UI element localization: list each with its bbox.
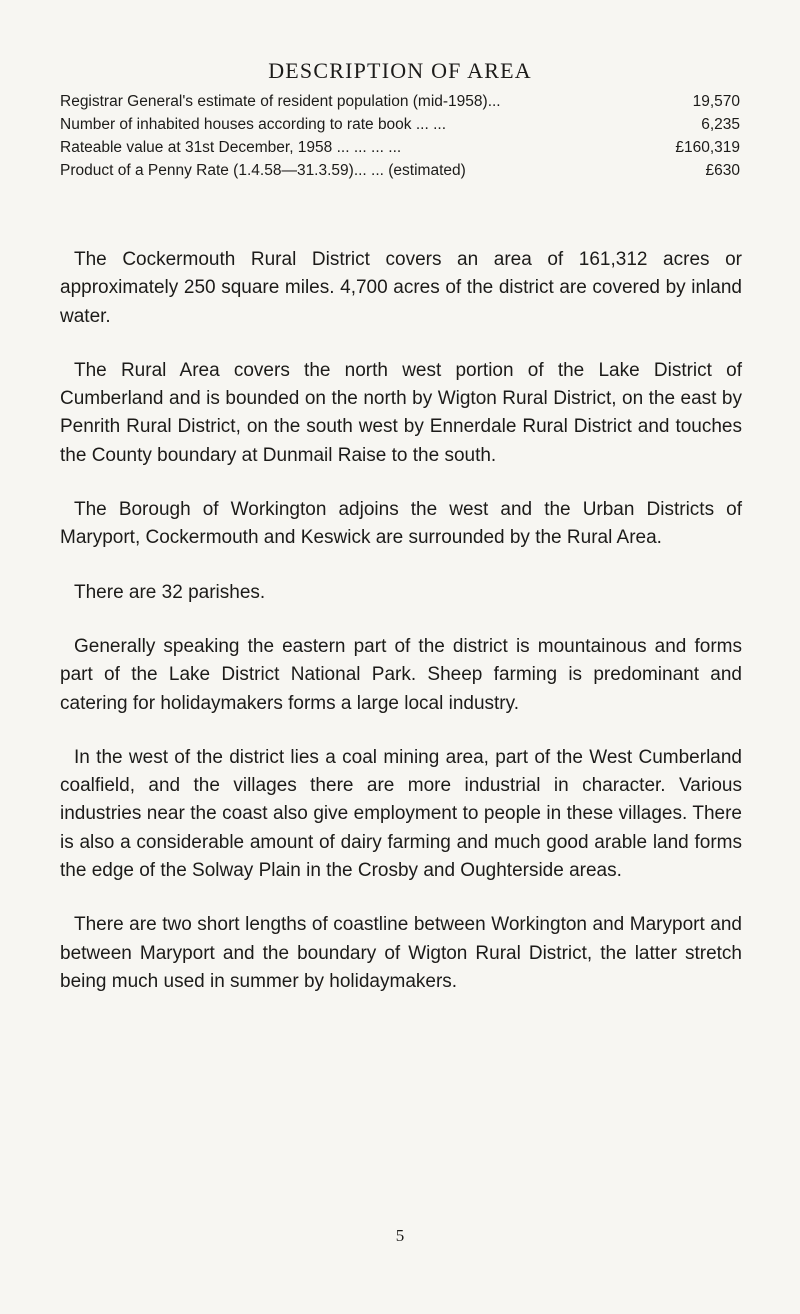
stat-row-houses [60,113,740,136]
body-text [60,246,742,1022]
stat-row-penny-rate [60,159,740,182]
statistics-table [60,90,740,182]
paragraph-eastern-part: Generally speaking the eastern part of the district is mountainous and forms part of the Lake District National Park. Sheep farming is predominant and catering for holidaymakers forms a large local industry. [60,635,742,714]
paragraph-urban-districts: The Borough of Workington adjoins the west and the Urban Districts of Maryport, Cockermouth and Keswick are surrounded by the Rural Area. [60,499,742,549]
stat-value: £160,319 [675,139,740,156]
stat-value: £630 [705,162,740,179]
stat-label: Registrar General's estimate of resident population (mid-1958)... [60,93,501,110]
paragraph-boundaries: The Rural Area covers the north west portion of the Lake District of Cumberland and is bounded on the north by Wigton Rural District, on the east by Penrith Rural District, on the south west by Ennerdale Rural District and touches the County boundary at Dunmail Raise to the south. [60,359,742,466]
stat-label: Number of inhabited houses according to rate book ... ... [60,116,447,133]
paragraph-parishes: There are 32 parishes. [74,581,266,603]
paragraph-coastline: There are two short lengths of coastline between Workington and Maryport and between Maryport and the boundary of Wigton Rural District, the latter stretch being much used in summer by holidaymakers. [60,914,742,992]
page-title: DESCRIPTION OF AREA [268,58,532,83]
paragraph-western-part: In the west of the district lies a coal mining area, part of the West Cumberland coalfield, and the villages there are more industrial in character. Various industries near the coast also give employment to people in these villages. There is also a considerable amount of dairy farming and much good arable land forms the edge of the Solway Plain in the Crosby and Oughterside areas. [60,746,742,882]
stat-row-rateable-value [60,136,740,159]
stat-row-population [60,90,740,113]
stat-label: Product of a Penny Rate (1.4.58—31.3.59)... ... (estimated) [60,162,466,179]
stat-label: Rateable value at 31st December, 1958 ... ... ... ... [60,139,402,156]
stat-value: 19,570 [692,93,740,110]
page-number: 5 [395,1226,405,1245]
paragraph-area: The Cockermouth Rural District covers an area of 161,312 acres or approximately 250 square miles. 4,700 acres of the district are covered by inland water. [60,249,742,327]
stat-value: 6,235 [701,116,740,133]
